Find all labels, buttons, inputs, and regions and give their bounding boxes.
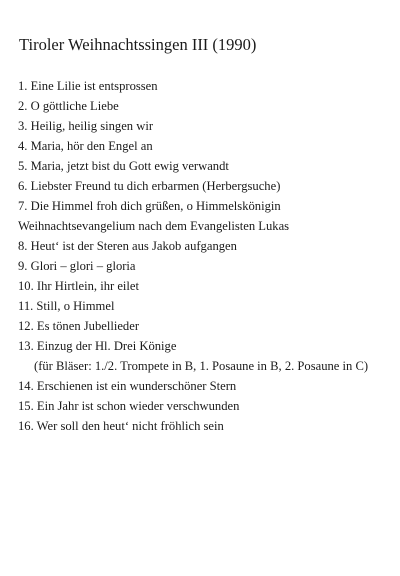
list-item-1: 1. Eine Lilie ist entsprossen: [18, 79, 158, 93]
list-item-2: 2. O göttliche Liebe: [18, 99, 119, 113]
list-item-15: 15. Ein Jahr ist schon wieder verschwunden: [18, 399, 240, 413]
list-item-3: 3. Heilig, heilig singen wir: [18, 119, 154, 133]
list-item-13: 13. Einzug der Hl. Drei Könige: [18, 339, 177, 353]
instrumentation-note: (für Bläser: 1./2. Trompete in B, 1. Posaune in B, 2. Posaune in C): [34, 359, 369, 373]
page-title: Tiroler Weihnachtssingen III (1990): [19, 35, 257, 54]
song-list: [18, 76, 388, 436]
list-item-8: 8. Heut‘ ist der Steren aus Jakob aufgangen: [18, 239, 237, 253]
gospel-reading-line: Weihnachtsevangelium nach dem Evangelisten Lukas: [18, 219, 290, 233]
list-item-14: 14. Erschienen ist ein wunderschöner Stern: [18, 379, 237, 393]
list-item-4: 4. Maria, hör den Engel an: [18, 139, 153, 153]
list-item-11: 11. Still, o Himmel: [18, 299, 115, 313]
list-item-16: 16. Wer soll den heut‘ nicht fröhlich sein: [18, 419, 224, 433]
list-item-7: 7. Die Himmel froh dich grüßen, o Himmelskönigin: [18, 199, 281, 213]
list-item-6: 6. Liebster Freund tu dich erbarmen (Herbergsuche): [18, 179, 281, 193]
list-item-10: 10. Ihr Hirtlein, ihr eilet: [18, 279, 140, 293]
list-item-12: 12. Es tönen Jubellieder: [18, 319, 140, 333]
list-item-9: 9. Glori – glori – gloria: [18, 259, 136, 273]
list-item-5: 5. Maria, jetzt bist du Gott ewig verwandt: [18, 159, 229, 173]
